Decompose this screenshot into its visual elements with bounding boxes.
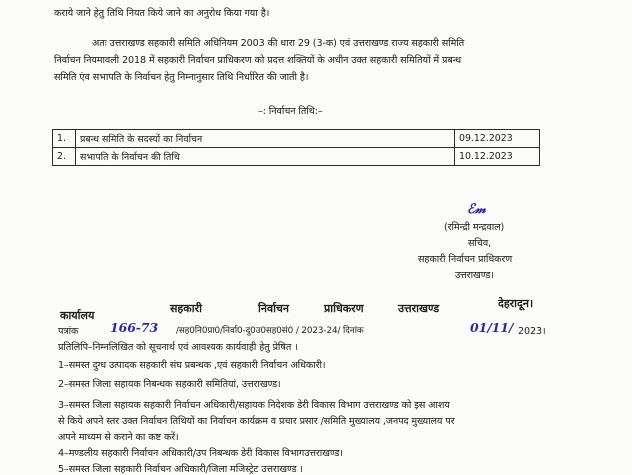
copy-item-3-line-2: से किये अपने स्तर उक्त निर्वाचन तिथियों का निर्वाचन कार्यक्रम व प्रचार प्रसार /समिति मुख्यालय ,जनपद मुख्यालय पर: [58, 416, 455, 427]
schedule-item: प्रबन्ध समिति के सदस्यों का निर्वाचन: [76, 130, 455, 148]
schedule-sno: 1.: [53, 130, 76, 148]
ref-date-handwritten: 01/11/: [470, 320, 514, 335]
ref-year: 2023।: [518, 326, 546, 337]
schedule-heading: –: निर्वाचन तिथि:–: [258, 106, 323, 117]
office-header-word: प्राधिकरण: [324, 302, 364, 315]
signatory-office: सहकारी निर्वाचन प्राधिकरण: [418, 254, 513, 265]
copy-item-2: 2–समस्त जिला सहायक निबन्धक सहकारी समितियां, उत्तराखण्ड।: [58, 379, 281, 390]
office-header-word: कार्यालय: [60, 309, 95, 322]
signatory-name: (रमिन्द्री मन्द्रवाल): [444, 222, 505, 233]
copy-item-5: 5–समस्त जिला सहकारी निर्वाचन अधिकारी/जिला मजिस्ट्रेट उत्तराखण्ड ।: [58, 464, 303, 475]
office-header-word: सहकारी: [170, 302, 202, 315]
office-header-word: उत्तराखण्ड: [398, 302, 440, 315]
body-line-1: कराये जाने हेतु तिथि नियत किये जाने का अनुरोध किया गया है।: [54, 8, 270, 19]
table-row: [53, 148, 540, 166]
copy-item-4: 4–मण्डलीय सहकारी निर्वाचन अधिकारी/उप निबन्धक डेरी विकास विभागउत्तराखण्ड।: [58, 448, 343, 459]
schedule-table: [52, 129, 540, 166]
office-header-word: निर्वाचन: [258, 302, 290, 315]
para2-line-1: अतः उत्तराखण्ड सहकारी समिति अधिनियम 2003 की धारा 29 (3-क) एवं उत्तराखण्ड राज्य सहकारी समिति: [92, 38, 465, 49]
copy-item-1: 1–समस्त दुग्ध उत्पादक सहकारी संघ प्रबन्धक ,एवं सहकारी निर्वाचन अधिकारी।: [58, 360, 326, 371]
schedule-date: 10.12.2023: [455, 148, 540, 166]
schedule-date: 09.12.2023: [455, 130, 540, 148]
signature-mark: ℰ𝓂: [467, 202, 486, 217]
office-header-word: देहरादून।: [498, 297, 534, 310]
schedule-item: सभापति के निर्वाचन की तिथि: [76, 148, 455, 166]
copy-item-3-line-3: अपने माध्यम से कराने का कष्ट करें।: [58, 432, 179, 443]
copy-item-3-line-1: 3–समस्त जिला सहायक सहकारी निर्वाचन अधिकारी/सहायक निदेशक डेरी विकास विभाग उत्तराखण्ड को इस आशय: [58, 400, 450, 411]
signatory-state: उत्तराखण्ड।: [455, 270, 494, 281]
para2-line-2: निर्वाचन नियमावली 2018 में सहकारी निर्वाचन प्राधिकरण को प्रदत्त शक्तियों के अधीन उक्त सहकारी समितियों में प्रबन्ध: [54, 55, 462, 66]
signatory-designation: सचिव,: [468, 238, 492, 249]
copy-heading: प्रतिलिपि–निम्नलिखित को सूचनार्थ एवं आवश्यक कार्यवाही हेतु प्रेषित ।: [58, 342, 298, 353]
para2-line-3: समिति एंव सभापति के निर्वाचन हेतु निम्नानुसार तिथि निर्धारित की जाती है।: [54, 72, 309, 83]
table-row: [53, 130, 540, 148]
schedule-sno: 2.: [53, 148, 76, 166]
ref-number-handwritten: 166-73: [110, 320, 159, 335]
ref-code: /सह0नि0प्रा0/निर्वा0-दु0उ0सह0सं0 / 2023-24/ दिनांक: [176, 326, 364, 336]
ref-label: पत्रांक: [58, 326, 79, 337]
